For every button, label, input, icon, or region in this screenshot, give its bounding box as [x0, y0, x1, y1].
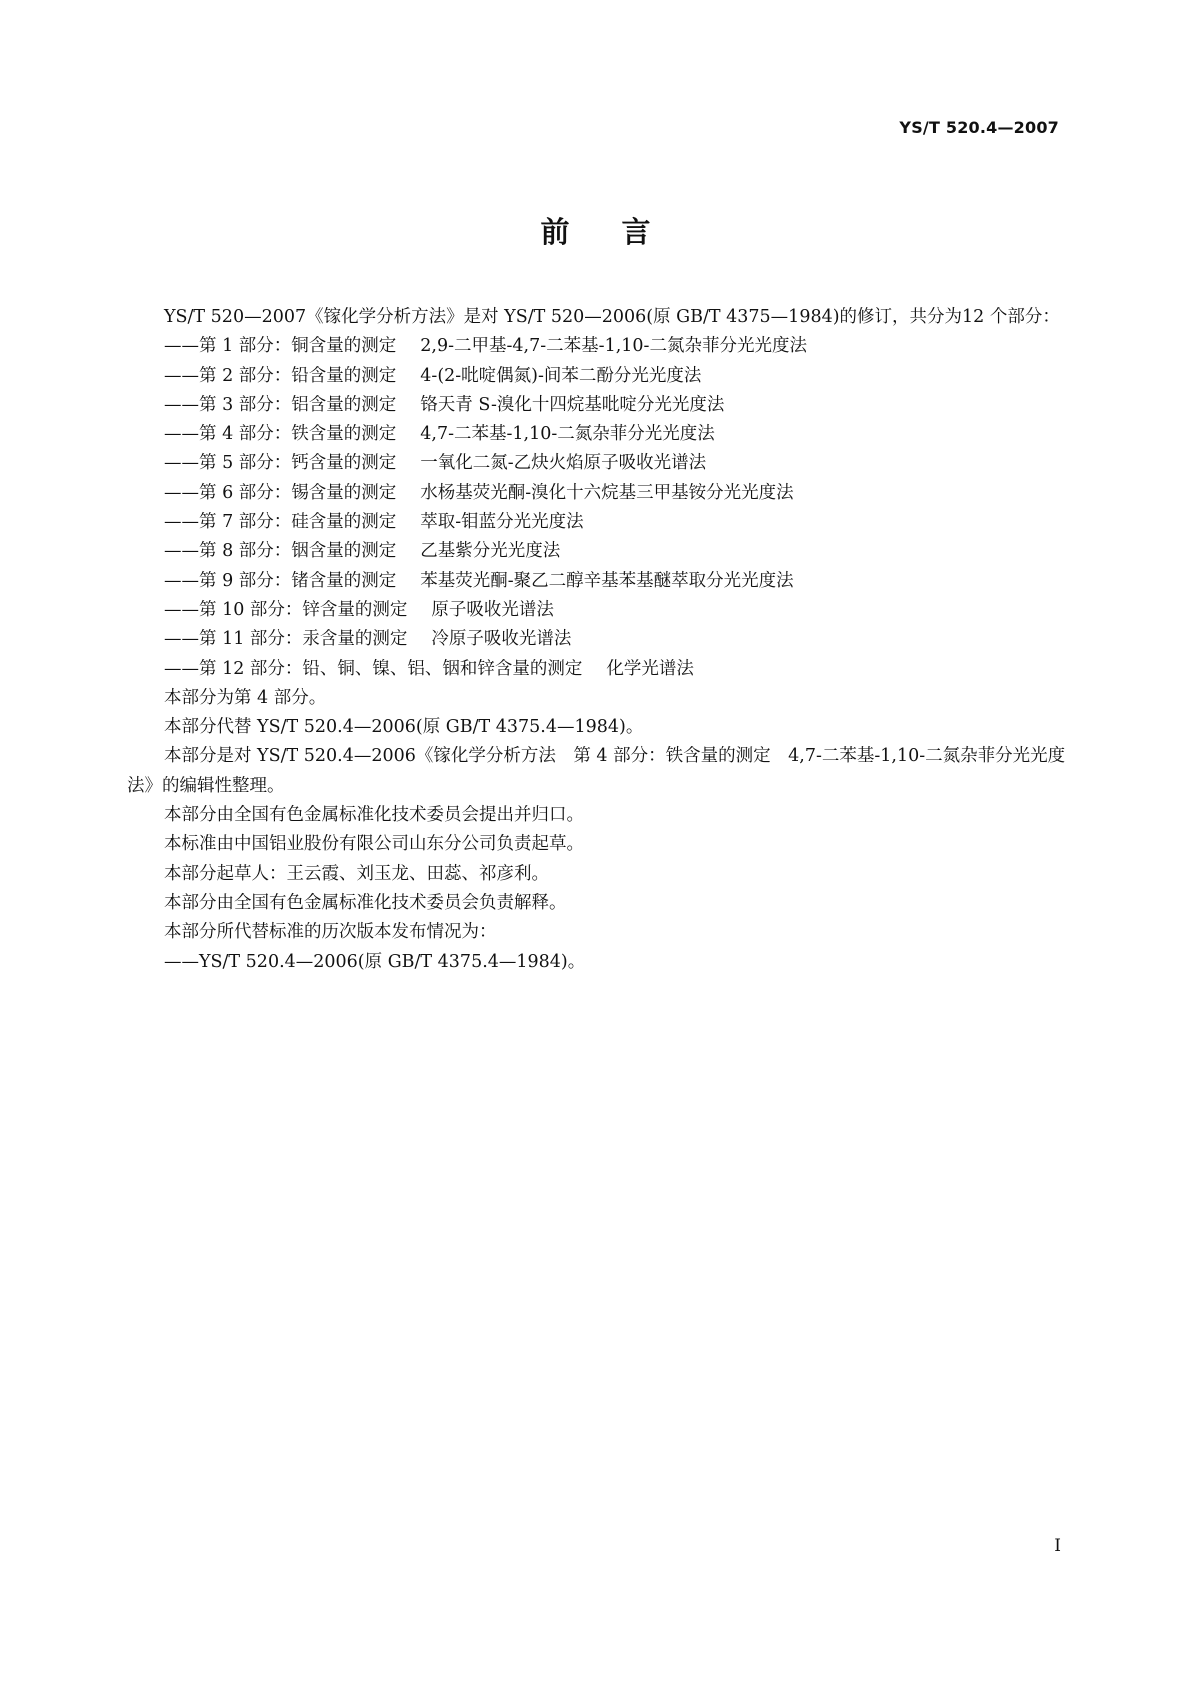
- list-item: [127, 332, 1067, 361]
- replaces-paragraph: 本部分代替 YS/T 520.4—2006(原 GB/T 4375.4—1984)。: [164, 717, 644, 738]
- part-name: ——第 9 部分：锗含量的测定: [164, 570, 397, 591]
- part-name: ——第 2 部分：铅含量的测定: [164, 365, 397, 386]
- list-item: [127, 625, 1067, 654]
- list-item: [127, 567, 1067, 596]
- list-item: [127, 537, 1067, 566]
- part-method: 萃取-钼蓝分光光度法: [420, 512, 584, 533]
- page-title: 前言: [540, 215, 703, 249]
- part-method: 乙基紫分光光度法: [420, 541, 561, 562]
- part-method: 4-(2-吡啶偶氮)-间苯二酚分光光度法: [420, 365, 702, 386]
- history-intro-paragraph: 本部分所代替标准的历次版本发布情况为：: [164, 922, 497, 943]
- interpretation-paragraph: 本部分由全国有色金属标准化技术委员会负责解释。: [164, 892, 567, 913]
- list-item: [127, 596, 1067, 625]
- list-item: [127, 362, 1067, 391]
- part-method: 原子吸收光谱法: [431, 599, 554, 620]
- part-method: 一氧化二氮-乙炔火焰原子吸收光谱法: [420, 453, 707, 474]
- history-item: ——YS/T 520.4—2006(原 GB/T 4375.4—1984)。: [164, 951, 586, 972]
- page-number: I: [1054, 1536, 1061, 1556]
- part-name: ——第 8 部分：铟含量的测定: [164, 541, 397, 562]
- part-name: ——第 6 部分：锡含量的测定: [164, 482, 397, 503]
- part-name: ——第 10 部分：锌含量的测定: [164, 599, 408, 620]
- list-item: [127, 479, 1067, 508]
- part-name: ——第 1 部分：铜含量的测定: [164, 336, 397, 357]
- part-name: ——第 3 部分：铝含量的测定: [164, 394, 397, 415]
- part-method: 4,7-二苯基-1,10-二氮杂菲分光光度法: [420, 424, 715, 445]
- intro-paragraph: YS/T 520—2007《镓化学分析方法》是对 YS/T 520—2006(原 GB/T 4375—1984)的修订，共分为12 个部分：: [164, 307, 1060, 327]
- revision-paragraph: 本部分是对 YS/T 520.4—2006《镓化学分析方法 第 4 部分：铁含量的测定 4,7-二苯基-1,10-二氮杂菲分光光度法》的编辑性整理。: [127, 746, 1066, 796]
- drafting-unit-paragraph: 本标准由中国铝业股份有限公司山东分公司负责起草。: [164, 834, 584, 855]
- part-method: 水杨基荧光酮-溴化十六烷基三甲基铵分光光度法: [420, 482, 794, 503]
- part-name: ——第 7 部分：硅含量的测定: [164, 512, 397, 533]
- part-method: 2,9-二甲基-4,7-二苯基-1,10-二氮杂菲分光光度法: [420, 336, 807, 357]
- part-number-paragraph: 本部分为第 4 部分。: [164, 687, 327, 708]
- part-name: ——第 11 部分：汞含量的测定: [164, 629, 408, 650]
- drafters-paragraph: 本部分起草人：王云霞、刘玉龙、田蕊、祁彦利。: [164, 863, 549, 884]
- list-item: [127, 449, 1067, 478]
- list-item: [127, 655, 1067, 684]
- list-item: [127, 508, 1067, 537]
- part-method: 苯基荧光酮-聚乙二醇辛基苯基醚萃取分光光度法: [420, 570, 794, 591]
- part-name: ——第 5 部分：钙含量的测定: [164, 453, 397, 474]
- standard-code: YS/T 520.4—2007: [899, 118, 1059, 137]
- proposer-paragraph: 本部分由全国有色金属标准化技术委员会提出并归口。: [164, 805, 584, 826]
- part-name: ——第 4 部分：铁含量的测定: [164, 424, 397, 445]
- list-item: [127, 391, 1067, 420]
- part-name: ——第 12 部分：铅、铜、镍、铝、铟和锌含量的测定: [164, 658, 583, 679]
- part-method: 冷原子吸收光谱法: [431, 629, 572, 650]
- part-method: 化学光谱法: [606, 658, 694, 679]
- parts-list: [127, 332, 1067, 684]
- part-method: 铬天青 S-溴化十四烷基吡啶分光光度法: [420, 394, 725, 415]
- list-item: [127, 420, 1067, 449]
- document-body: [127, 303, 1067, 977]
